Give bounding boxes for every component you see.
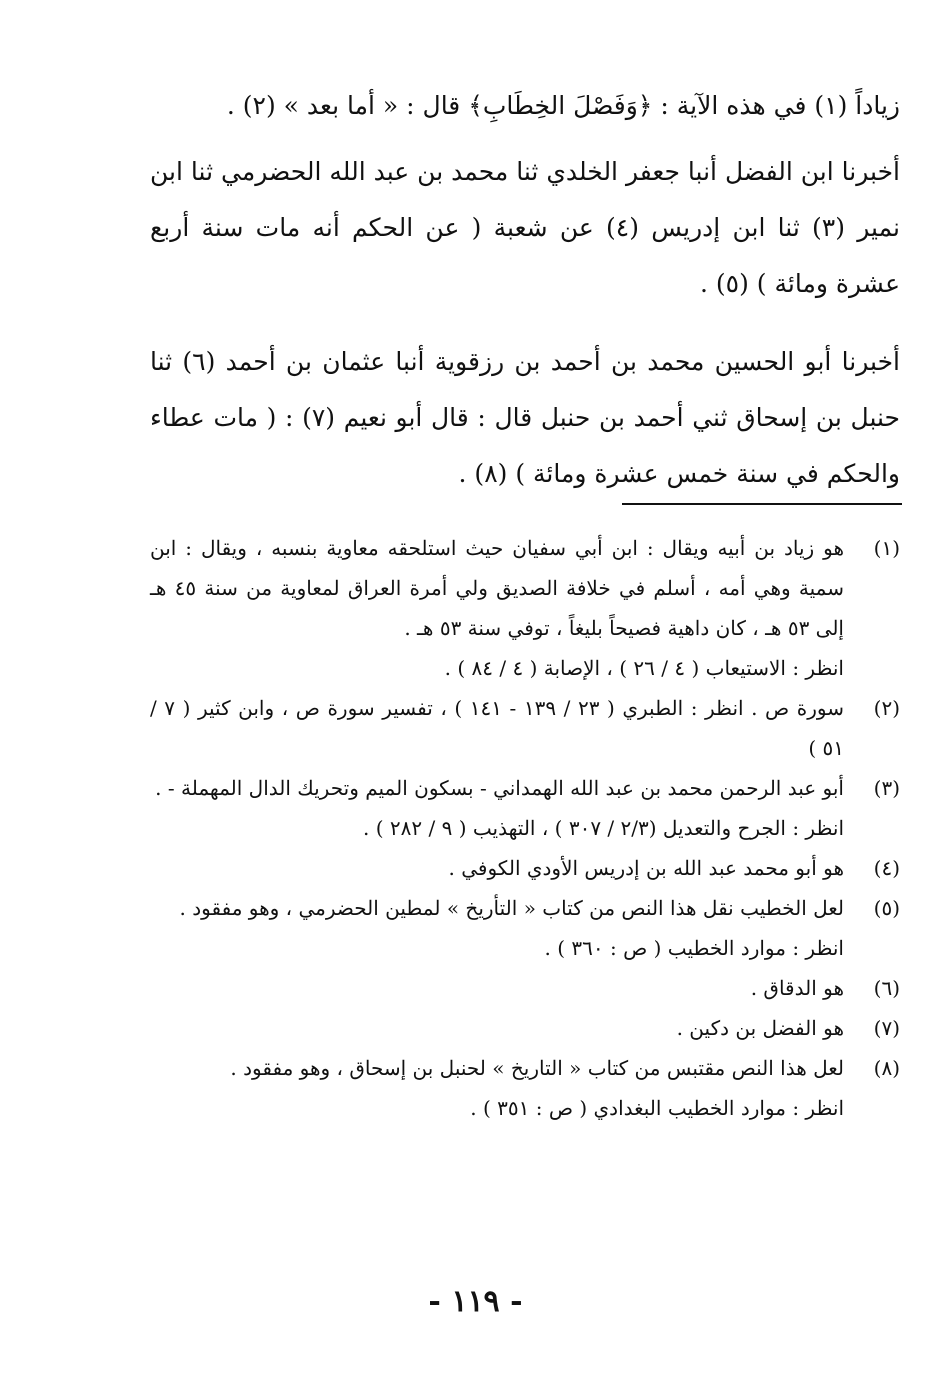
footnote-line: سورة ص . انظر : الطبري ( ٢٣ / ١٣٩ - ١٤١ ) ، تفسير سورة ص ، وابن كثير ( ٧ / ٥١ ) — [150, 696, 844, 760]
footnote-number: (٦) — [873, 976, 900, 1000]
footnote-4 — [150, 848, 900, 888]
footnote-line: هو زياد بن أبيه ويقال : ابن أبي سفيان حيث استلحقه معاوية بنسبه ، ويقال : ابن سمية وهي أمه ، أسلم في خلافة الصديق ولي أمرة العراق لمعاوية من سنة ٤٥ هـ إلى ٥٣ هـ ، كان داهية فصيحاً بليغاً ، توفي سنة ٥٣ هـ . — [150, 536, 844, 640]
paragraph-2: أخبرنا ابن الفضل أنبا جعفر الخلدي ثنا محمد بن عبد الله الحضرمي ثنا ابن نمير (٣) ثنا ابن إدريس (٤) عن شعبة ( عن الحكم أنه مات سنة أربع عشرة ومائة ) (٥) . — [150, 157, 900, 298]
footnote-body — [150, 1008, 844, 1048]
footnote-line: هو الفضل بن دكين . — [676, 1016, 844, 1040]
footnote-number: (٧) — [873, 1016, 900, 1040]
footnote-line: انظر : موارد الخطيب ( ص : ٣٦٠ ) . — [544, 936, 844, 960]
footnotes — [150, 528, 900, 1128]
paragraph-3: أخبرنا أبو الحسين محمد بن أحمد بن رزقوية أنبا عثمان بن أحمد (٦) ثنا حنبل بن إسحاق ثني أحمد بن حنبل قال : قال أبو نعيم (٧) : ( مات عطاء والحكم في سنة خمس عشرة ومائة ) (٨) . — [150, 347, 900, 488]
footnote-line: انظر : الجرح والتعديل (٢/٣ / ٣٠٧ ) ، التهذيب ( ٩ / ٢٨٢ ) . — [363, 816, 844, 840]
footnote-1 — [150, 528, 900, 688]
main-text — [150, 78, 900, 524]
footnote-number: (٥) — [873, 896, 900, 920]
footnote-body — [150, 848, 844, 888]
footnote-5 — [150, 888, 900, 968]
footnote-body — [150, 768, 844, 848]
footnote-body — [150, 688, 844, 768]
footnote-number: (١) — [873, 536, 900, 560]
footnote-body — [150, 528, 844, 688]
footnote-line: هو أبو محمد عبد الله بن إدريس الأودي الكوفي . — [448, 856, 844, 880]
footnote-2 — [150, 688, 900, 768]
paragraph-1: زياداً (١) في هذه الآية : ﴿وَفَصْلَ الخِطَابِ﴾ قال : « أما بعد » (٢) . — [226, 91, 900, 120]
footnote-body — [150, 888, 844, 968]
footnote-3 — [150, 768, 900, 848]
footnote-number: (٤) — [873, 856, 900, 880]
footnote-line: لعل هذا النص مقتبس من كتاب « التاريخ » لحنبل بن إسحاق ، وهو مفقود . — [230, 1056, 844, 1080]
footnote-body — [150, 1048, 844, 1128]
footnote-divider — [622, 503, 902, 505]
footnote-7 — [150, 1008, 900, 1048]
footnote-number: (٢) — [873, 696, 900, 720]
footnote-line: لعل الخطيب نقل هذا النص من كتاب « التأريخ » لمطين الحضرمي ، وهو مفقود . — [179, 896, 844, 920]
footnote-body — [150, 968, 844, 1008]
footnote-6 — [150, 968, 900, 1008]
footnote-number: (٣) — [873, 776, 900, 800]
footnote-8 — [150, 1048, 900, 1128]
footnote-line: انظر : الاستيعاب ( ٤ / ٢٦ ) ، الإصابة ( ٤ / ٨٤ ) . — [444, 656, 844, 680]
page-number: - ١١٩ - — [428, 1284, 523, 1319]
footnote-number: (٨) — [873, 1056, 900, 1080]
footnote-line: انظر : موارد الخطيب البغدادي ( ص : ٣٥١ ) . — [470, 1096, 844, 1120]
footnote-line: هو الدقاق . — [750, 976, 844, 1000]
footnote-line: أبو عبد الرحمن محمد بن عبد الله الهمداني - بسكون الميم وتحريك الدال المهملة - . — [155, 776, 844, 800]
